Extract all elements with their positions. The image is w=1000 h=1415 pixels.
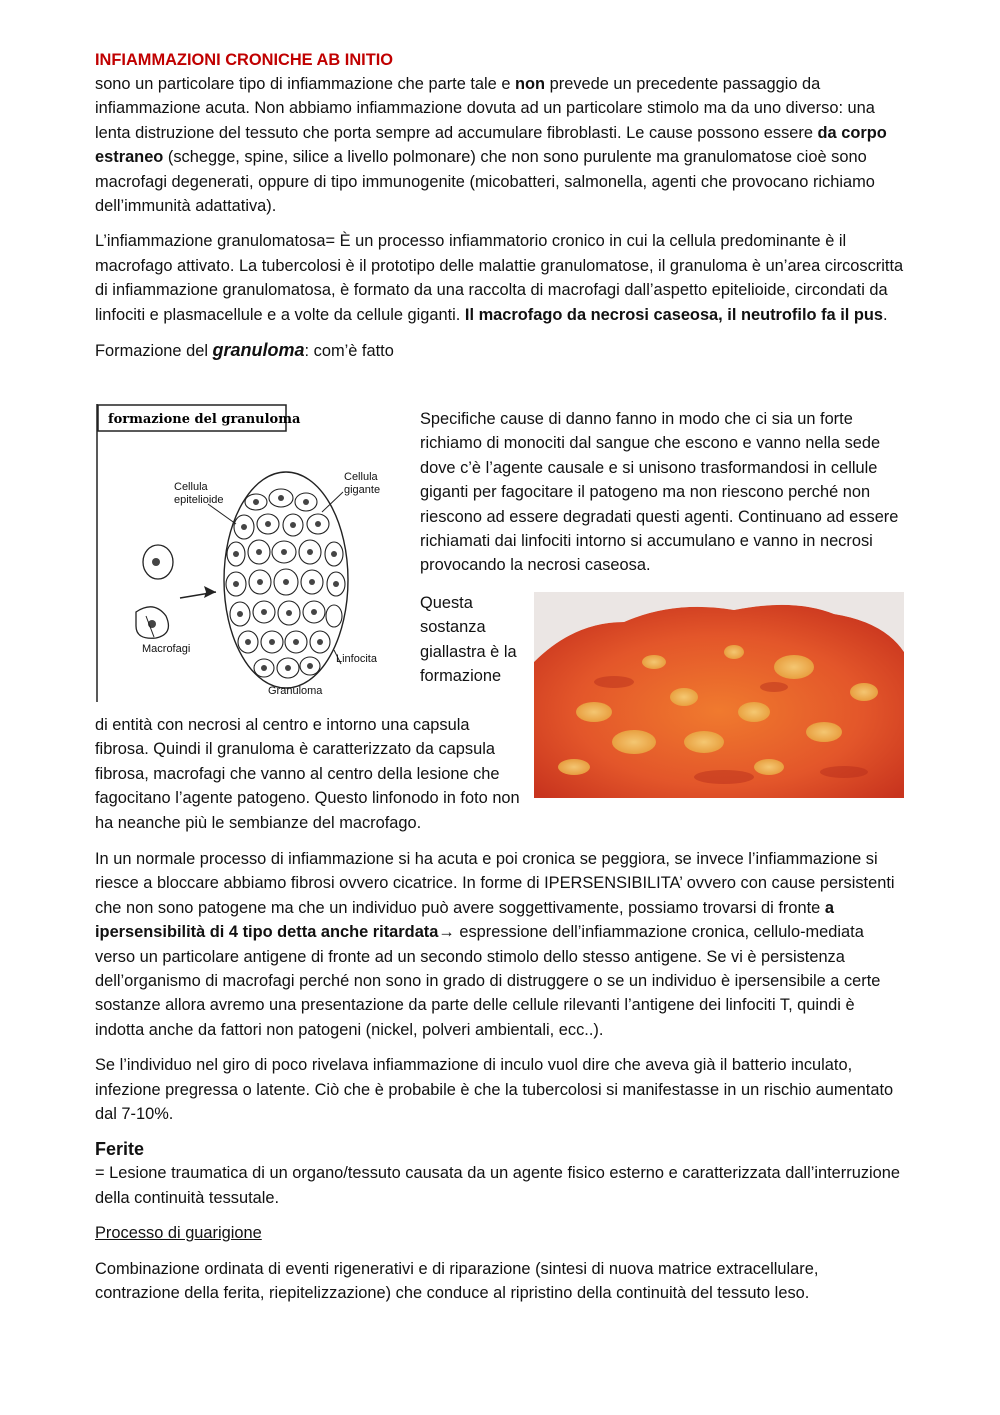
paragraph-tubercolosi: Se l’individuo nel giro di poco rivelava infiammazione di inculo vuol dire che aveva già il batterio inculato, infezione pregressa o latente. Ciò che è probabile è che la tubercolosi si manifestasse in un rischio aumentato dal 7-10%. — [95, 1056, 894, 1124]
lower-section — [95, 847, 905, 1317]
paragraph-specifiche-cause: Specifiche cause di danno fanno in modo che ci sia un forte richiamo di monociti dal sangue che escono e vanno nella sede dove c’è l’agente causale e si unisono trasformandosi in cellule giganti per fagocitare il patogeno ma non riescono perché non riescono ad essere degradati questi agenti. Continuano ad essere richiamati dai linfociti intorno si accumulano e vanno in necrosi provocando la necrosi caseosa. — [420, 410, 899, 575]
section-heading: INFIAMMAZIONI CRONICHE AB INITIO — [95, 51, 394, 69]
paragraph-intro: sono un particolare tipo di infiammazione che parte tale e non prevede un precedente passaggio da infiammazione acuta. Non abbiamo infiammazione dovuta ad un particolare stimolo ma da uno diverso: una lenta distruzione del tessuto che porta sempre ad accumulare fibroblasti. Le cause possono essere da corpo estraneo (schegge, spine, silice a livello polmonare) che non sono purulente ma granulomatose cioè sono macrofagi degenerati, oppure di tipo immunogenite (micobatteri, salmonella, agenti che provocano richiamo dell’immunità adattativa). — [95, 75, 887, 216]
heading-ferite: Ferite — [95, 1139, 145, 1160]
label-macrofagi: Macrofagi — [142, 643, 191, 655]
paragraph-granulomatosa: L’infiammazione granulomatosa= È un processo infiammatorio cronico in cui la cellula predominante è il macrofago attivato. La tubercolosi è il prototipo delle malattie granulomatose, il granuloma è un’area circoscritta di infiammazione granulomatosa, è formato da una raccolta di macrofagi dall’aspetto epitelioide, circondati da linfociti e plasmacellule e a volte da cellule giganti. Il macrofago da necrosi caseosa, il neutrofilo fa il pus. — [95, 232, 904, 324]
label-cellula-epitelioide-1: Cellula — [174, 481, 208, 493]
label-granuloma: Granuloma — [268, 685, 323, 697]
paragraph-sostanza-giallastra: Questa sostanza giallastra è la formazione — [420, 594, 517, 686]
paragraph-ipersensibilita: In un normale processo di infiammazione si ha acuta e poi cronica se peggiora, se invece l’infiammazione si riesce a bloccare abbiamo fibrosi ovvero cicatrice. In forme di IPERSENSIBILITA’ ovvero con cause persistenti che non sono patogene ma che un individuo può avere soggettivamente, possiamo trovarsi di fronte a ipersensibilità di 4 tipo detta anche ritardata→ espressione dell’infiammazione cronica, cellulo-mediata verso un particolare antigene di fronte ad un secondo stimolo dello stesso antigene. Se vi è persistenza dell’organismo di macrofagi perché non sono in grado di distruggere o se un individuo è ipersensibile a certe sostanze allora avremo una presentazione da parte delle cellule rilevanti l’antigene dei linfociti T, quindi è indotta anche da fattori non patogeni (nickel, polveri ambientali, ecc..). — [95, 850, 895, 1039]
document-body — [95, 48, 905, 375]
lymph-node-photo — [534, 592, 904, 798]
label-cellula-gigante-1: Cellula — [344, 471, 378, 483]
label-linfocita: Linfocita — [336, 653, 377, 665]
arrow-icon: → — [438, 923, 455, 942]
label-cellula-epitelioide-2: epitelioide — [174, 494, 224, 506]
heading-processo-guarigione: Processo di guarigione — [95, 1224, 262, 1243]
paragraph-capsula-fibrosa: di entità con necrosi al centro e intorno una capsula fibrosa. Quindi il granuloma è caratterizzato da capsula fibrosa, macrofagi che vanno al centro della lesione che fagocitano l’agente patogeno. Questo linfonodo in foto non ha neanche più le sembianze del macrofago. — [95, 716, 520, 832]
diagram-title: formazione del granuloma — [108, 412, 301, 427]
paragraph-ferite-definizione: = Lesione traumatica di un organo/tessuto causata da un agente fisico esterno e caratterizzata dall’interruzione della continuità tessutale. — [95, 1164, 900, 1207]
paragraph-processo-guarigione: Combinazione ordinata di eventi rigenerativi e di riparazione (sintesi di nuova matrice extracellulare, contrazione della ferita, riepitelizzazione) che conduce al ripristino della continuità del tessuto leso. — [95, 1259, 819, 1303]
label-cellula-gigante-2: gigante — [344, 484, 381, 496]
granuloma-diagram — [96, 402, 408, 704]
figure-caption: Formazione del granuloma: com’è fatto — [95, 340, 394, 361]
